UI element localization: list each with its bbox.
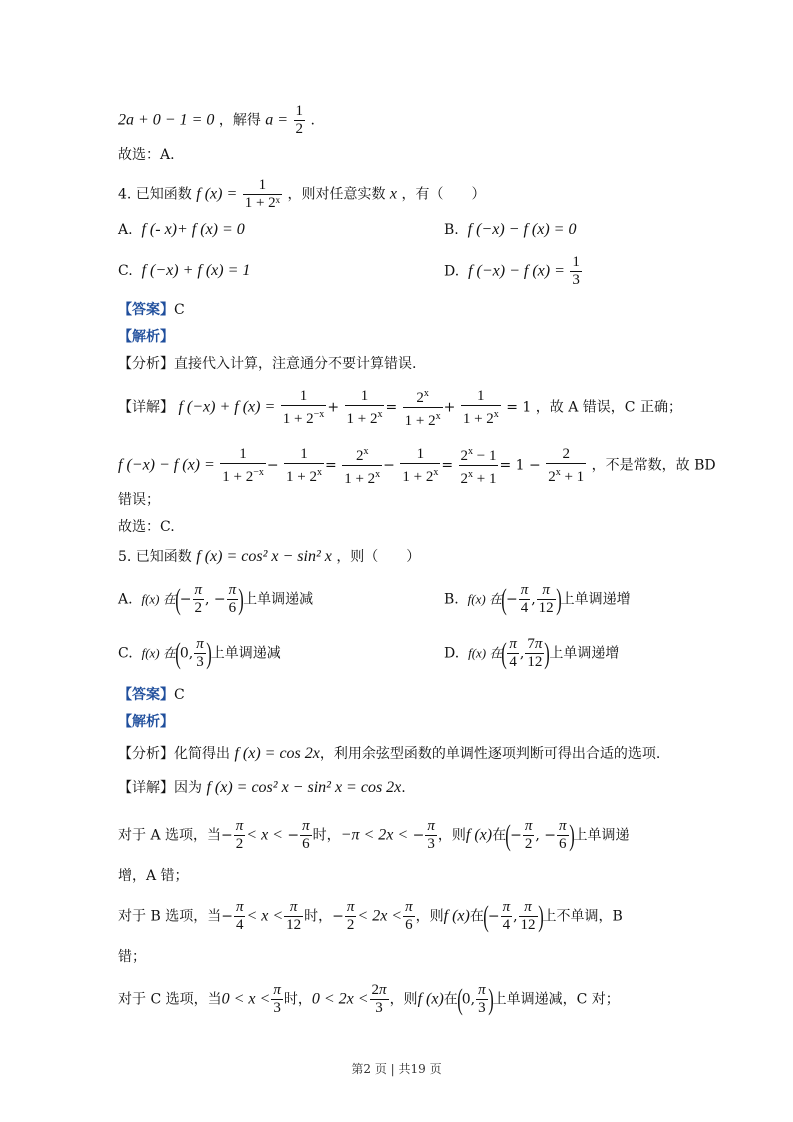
q4-option-a: A. f (- x)+ f (x) = 0 xyxy=(118,221,245,238)
q5-b-reason: 对于 B 选项，当− $\frac{\pi}{4}$ < x < $\frac{\pi}{12}$ 时，− $\frac{\pi}{2}$ < 2x < $\frac{\pi}{6}$ ，则f (x)在(− $\frac{\pi}{4}$ , $\frac{\pi}{12}$ )上不单调，B xyxy=(118,899,623,933)
q4-analysis: 【解析】 xyxy=(118,329,174,345)
q4-detail-2-wrap: 错误； xyxy=(118,492,160,508)
q5-option-d: D. f(x) 在( $\frac{\pi}{4}$ , $\frac{7\pi}{12}$ )上单调递增 xyxy=(444,636,620,670)
line-solve-a: 2a + 0 − 1 = 0 ，解得 a = $\frac{1}{2}$ . xyxy=(118,103,315,137)
q5-xiangjie: 【详解】因为 f (x) = cos² x − sin² x = cos 2x. xyxy=(118,779,406,796)
q5-b-reason-wrap: 错； xyxy=(118,949,146,965)
fraction-one-half: $\frac{1}{2}$ xyxy=(295,103,304,137)
choose-a: 故选：A. xyxy=(118,147,175,163)
q4-fenxi: 【分析】直接代入计算，注意通分不要计算错误. xyxy=(118,356,417,372)
q4-choose: 故选：C. xyxy=(118,519,175,535)
q4-option-d: D. f (−x) − f (x) = $\frac{1}{3}$ xyxy=(444,254,580,288)
q5-option-b: B. f(x) 在(− $\frac{\pi}{4}$ , $\frac{\pi}{12}$ )上单调递增 xyxy=(444,582,631,616)
q5-answer: 【答案】C xyxy=(118,687,185,703)
q4-answer: 【答案】C xyxy=(118,302,185,318)
q5-option-c: C. f(x) 在(0, $\frac{\pi}{3}$ )上单调递减 xyxy=(118,636,281,670)
equation: 2a + 0 − 1 = 0 xyxy=(118,111,215,129)
q5-c-reason: 对于 C 选项，当0 < x < $\frac{\pi}{3}$ 时，0 < 2x < $\frac{2\pi}{3}$ ，则f (x)在(0, $\frac{\pi}{3}$ )上单调递减，C 对； xyxy=(118,982,620,1016)
q5-a-reason: 对于 A 选项，当− $\frac{\pi}{2}$ < x < − $\frac{\pi}{6}$ 时，−π < 2x < − $\frac{\pi}{3}$ ，则f (x)在(− $\frac{\pi}{2}$ , − $\frac{\pi}{6}$ )上单调递 xyxy=(118,818,630,852)
page-footer: 第2 页 | 共19 页 xyxy=(351,1062,442,1076)
q4-detail-2: f (−x) − f (x) = $\frac{1}{1 + 2^{-x}}$ − $\frac{1}{1 + 2^x}$ = $\frac{2^x}{1 + 2^x}$ − $\frac{1}{1 + 2^x}$ = $\frac{2^x - 1}{2^x + 1}$ = 1 − $\frac{2}{2^x + 1}$ ，不是常数，故 BD xyxy=(118,443,716,488)
q5-fenxi: 【分析】化简得出 f (x) = cos 2x，利用余弦型函数的单调性逐项判断可得出合适的选项. xyxy=(118,745,661,762)
q5-option-a: A. f(x) 在(− $\frac{\pi}{2}$ , − $\frac{\pi}{6}$ )上单调递减 xyxy=(118,582,314,616)
q4-option-c: C. f (−x) + f (x) = 1 xyxy=(118,262,251,279)
q4-option-b: B. f (−x) − f (x) = 0 xyxy=(444,221,577,238)
question-4: 4. 已知函数 f (x) = $\frac{1}{\text{1 + 2ˣ}}$ ，则对任意实数 x ，有（ ） xyxy=(118,177,486,211)
q5-a-reason-wrap: 增，A 错； xyxy=(118,868,189,884)
question-5: 5. 已知函数 f (x) = cos² x − sin² x ，则（ ） xyxy=(118,548,421,565)
q4-detail-1: 【详解】 f (−x) + f (x) = $\frac{1}{1 + 2^{-x}}$ + $\frac{1}{1 + 2^x}$ = $\frac{2^x}{1 + 2^x}$ + $\frac{1}{1 + 2^x}$ = 1 ，故 A 错误，C 正确； xyxy=(118,385,682,430)
fraction-q4: $\frac{1}{\text{1 + 2ˣ}}$ xyxy=(244,177,281,211)
q5-analysis: 【解析】 xyxy=(118,714,174,730)
